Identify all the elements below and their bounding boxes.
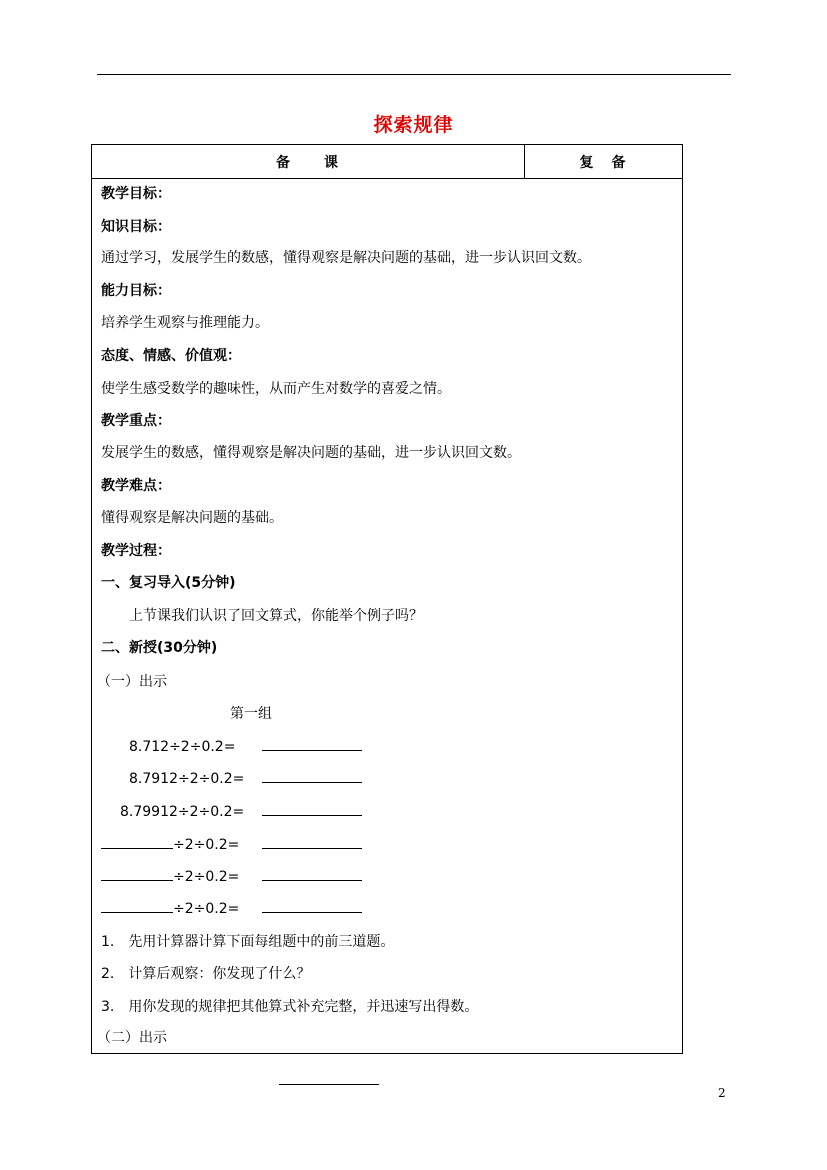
show-part-two: （二）出示: [97, 1030, 167, 1046]
footer-rule: [279, 1084, 379, 1085]
page-number: 2: [718, 1086, 726, 1100]
equation-6: [101, 900, 239, 918]
ability-goals-text: 培养学生观察与推理能力。: [101, 315, 269, 331]
header-review: 复 备: [579, 155, 628, 171]
step-1: 1. 先用计算器计算下面每组题中的前三道题。: [101, 934, 395, 950]
table-header: [92, 145, 682, 179]
answer-blank-4: [262, 848, 362, 849]
ability-goals-heading: 能力目标：: [101, 283, 171, 299]
difficult-points-heading: 教学难点：: [101, 478, 171, 494]
equation-4-text: ÷2÷0.2=: [173, 837, 240, 853]
equation-5: [101, 868, 239, 886]
review-section-heading: 一、复习导入(5分钟): [101, 575, 236, 591]
show-part-one: （一）出示: [97, 674, 167, 690]
equation-5-text: ÷2÷0.2=: [173, 869, 240, 885]
equation-4: [101, 836, 239, 854]
group-one-label: 第一组: [230, 706, 272, 722]
equation-2: 8.7912÷2÷0.2=: [129, 771, 245, 787]
dividend-blank-4: [101, 836, 173, 849]
knowledge-goals-heading: 知识目标：: [101, 219, 171, 235]
attitude-goals-text: 使学生感受数学的趣味性，从而产生对数学的喜爱之情。: [101, 381, 451, 397]
difficult-points-text: 懂得观察是解决问题的基础。: [101, 510, 283, 526]
step-2: 2. 计算后观察：你发现了什么？: [101, 966, 311, 982]
answer-blank-3: [262, 815, 362, 816]
teaching-goals-heading: 教学目标：: [101, 186, 171, 202]
new-lesson-heading: 二、新授(30分钟): [101, 640, 218, 656]
attitude-goals-heading: 态度、情感、价值观：: [101, 348, 241, 364]
equation-3: 8.79912÷2÷0.2=: [120, 804, 245, 820]
answer-blank-1: [262, 750, 362, 751]
page-title: 探索规律: [373, 114, 454, 136]
answer-blank-2: [262, 782, 362, 783]
dividend-blank-5: [101, 868, 173, 881]
equation-6-text: ÷2÷0.2=: [173, 901, 240, 917]
answer-blank-6: [262, 912, 362, 913]
dividend-blank-6: [101, 900, 173, 913]
key-points-text: 发展学生的数感，懂得观察是解决问题的基础，进一步认识回文数。: [101, 445, 521, 461]
knowledge-goals-text: 通过学习，发展学生的数感，懂得观察是解决问题的基础，进一步认识回文数。: [101, 250, 591, 266]
step-3: 3. 用你发现的规律把其他算式补充完整，并迅速写出得数。: [101, 999, 479, 1015]
equation-1: 8.712÷2÷0.2=: [129, 739, 236, 755]
header-prep: 备 课: [276, 155, 340, 171]
process-heading: 教学过程：: [101, 543, 171, 559]
answer-blank-5: [262, 880, 362, 881]
review-question: 上节课我们认识了回文算式，你能举个例子吗？: [129, 608, 423, 624]
key-points-heading: 教学重点：: [101, 413, 171, 429]
header-rule: [97, 74, 731, 75]
